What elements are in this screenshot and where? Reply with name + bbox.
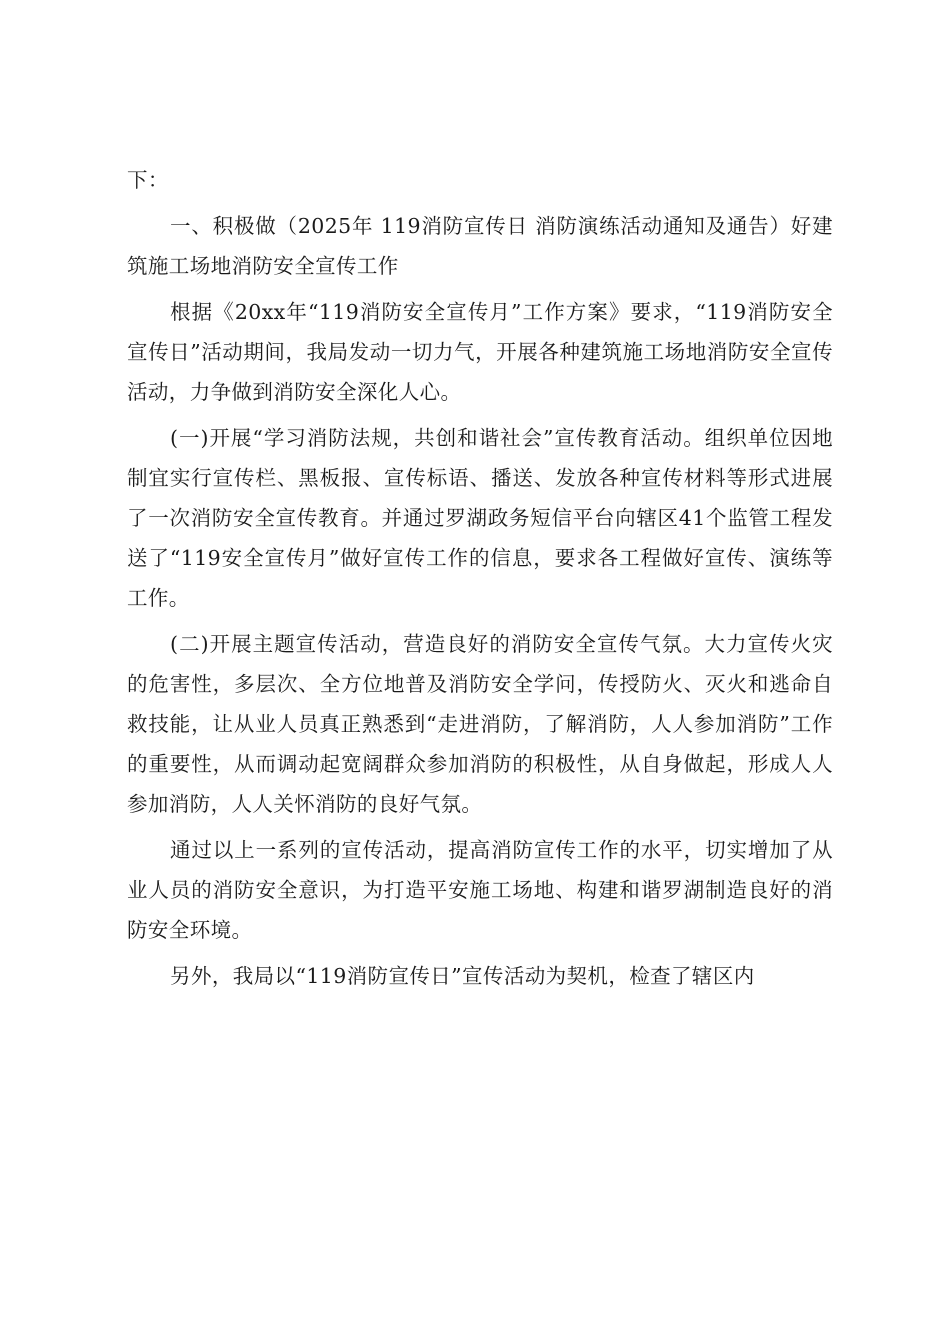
paragraph-intro: 根据《20xx年“119消防安全宣传月”工作方案》要求，“119消防安全宣传日”活动期间，我局发动一切力气，开展各种建筑施工场地消防安全宣传活动，力争做到消防安全深化人心。 xyxy=(127,300,833,404)
paragraph-item-one: (一)开展“学习消防法规，共创和谐社会”宣传教育活动。组织单位因地制宜实行宣传栏、黑板报、宣传标语、播送、发放各种宣传材料等形式进展了一次消防安全宣传教育。并通过罗湖政务短信平台向辖区41个监管工程发送了“119安全宣传月”做好宣传工作的信息，要求各工程做好宣传、演练等工作。 xyxy=(127,426,833,610)
paragraph-item-two: (二)开展主题宣传活动，营造良好的消防安全宣传气氛。大力宣传火灾的危害性，多层次、全方位地普及消防安全学问，传授防火、灭火和逃命自救技能，让从业人员真正熟悉到“走进消防，了解消防，人人参加消防”工作的重要性，从而调动起宽阔群众参加消防的积极性，从自身做起，形成人人参加消防，人人关怀消防的良好气氛。 xyxy=(127,632,833,816)
paragraph-summary: 通过以上一系列的宣传活动，提高消防宣传工作的水平，切实增加了从业人员的消防安全意识，为打造平安施工场地、构建和谐罗湖制造良好的消防安全环境。 xyxy=(127,838,833,942)
paragraph-section-heading: 一、积极做（2025年 119消防宣传日 消防演练活动通知及通告）好建筑施工场地消防安全宣传工作 xyxy=(127,214,833,278)
document-body xyxy=(127,160,833,1002)
paragraph-additional: 另外，我局以“119消防宣传日”宣传活动为契机，检查了辖区内 xyxy=(170,964,755,988)
paragraph-continuation: 下： xyxy=(127,168,169,192)
